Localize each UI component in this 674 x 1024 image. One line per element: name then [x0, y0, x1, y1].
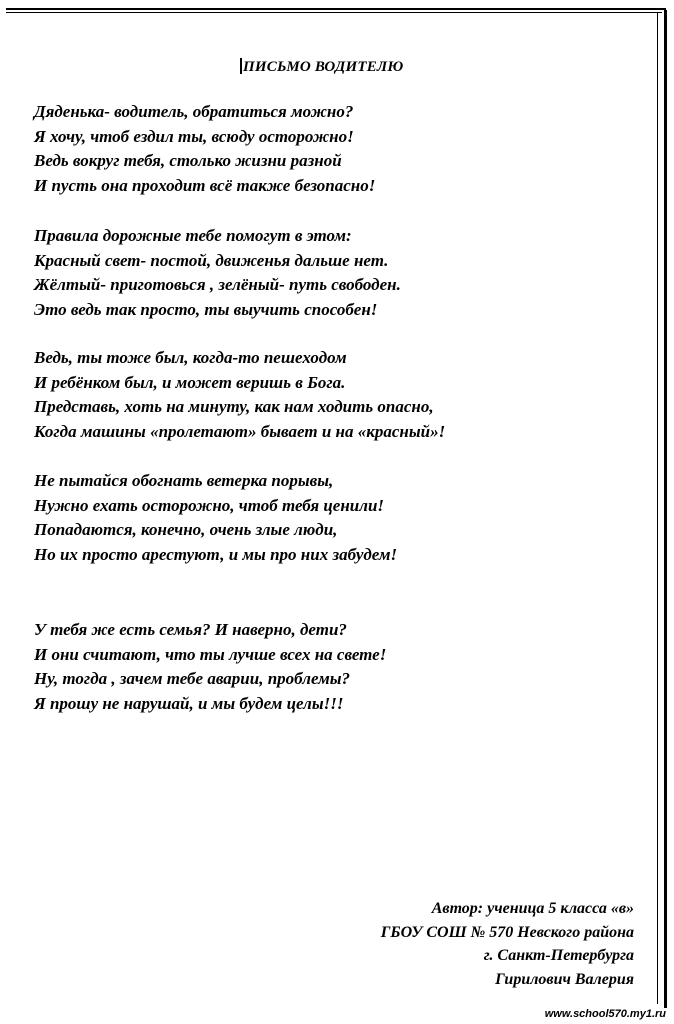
- poem-line: У тебя же есть семья? И наверно, дети?: [34, 620, 347, 639]
- poem-line: Правила дорожные тебе помогут в этом:: [34, 226, 352, 245]
- page-border-top-inner: [6, 12, 662, 13]
- poem-line: Я хочу, чтоб ездил ты, всюду осторожно!: [34, 126, 354, 146]
- stanza-5: [34, 618, 386, 716]
- poem-line: Ведь вокруг тебя, столько жизни разной: [34, 151, 342, 170]
- page-border-top: [6, 8, 666, 10]
- stanza-2: [34, 224, 401, 322]
- poem-line: Ведь, ты тоже был, когда-то пешеходом: [34, 348, 347, 367]
- signature-line: Автор: ученица 5 класса «в»: [431, 900, 634, 917]
- page-border-right: [664, 10, 667, 1012]
- poem-line: И ребёнком был, и может веришь в Бога.: [34, 372, 346, 392]
- poem-line: Ну, тогда , зачем тебе аварии, проблемы?: [34, 669, 351, 688]
- poem-line: Но их просто арестуют, и мы про них забудем!: [34, 544, 398, 564]
- document-title: [240, 58, 403, 76]
- poem-line: Представь, хоть на минуту, как нам ходить опасно,: [34, 397, 434, 416]
- poem-line: Попадаются, конечно, очень злые люди,: [34, 520, 338, 539]
- poem-line: Когда машины «пролетают» бывает и на «красный»!: [34, 421, 446, 441]
- signature-line: Гирилович Валерия: [495, 970, 634, 988]
- poem-line: Красный свет- постой, движенья дальше нет.: [34, 250, 389, 270]
- poem-line: И они считают, что ты лучше всех на свете!: [34, 644, 387, 664]
- page-border-right-inner: [657, 12, 658, 1004]
- poem-line: Это ведь так просто, ты выучить способен!: [34, 299, 378, 319]
- poem-line: Жёлтый- приготовься , зелёный- путь свободен.: [34, 275, 401, 294]
- signature-line: ГБОУ СОШ № 570 Невского района: [380, 923, 634, 941]
- poem-line: Дяденька- водитель, обратиться можно?: [34, 102, 354, 121]
- stanza-1: [34, 100, 375, 198]
- author-signature: [381, 897, 634, 991]
- site-watermark: www.school570.my1.ru: [544, 1008, 666, 1020]
- signature-line: г. Санкт-Петербурга: [483, 947, 634, 964]
- text-cursor: [240, 58, 242, 74]
- document-title-text: ПИСЬМО ВОДИТЕЛЮ: [243, 59, 404, 75]
- poem-line: Нужно ехать осторожно, чтоб тебя ценили!: [34, 495, 385, 515]
- poem-line: Не пытайся обогнать ветерка порывы,: [34, 471, 334, 490]
- poem-line: И пусть она проходит всё также безопасно!: [34, 175, 376, 195]
- poem-line: Я прошу не нарушай, и мы будем целы!!!: [34, 693, 344, 713]
- stanza-4: [34, 469, 397, 567]
- stanza-3: [34, 346, 445, 444]
